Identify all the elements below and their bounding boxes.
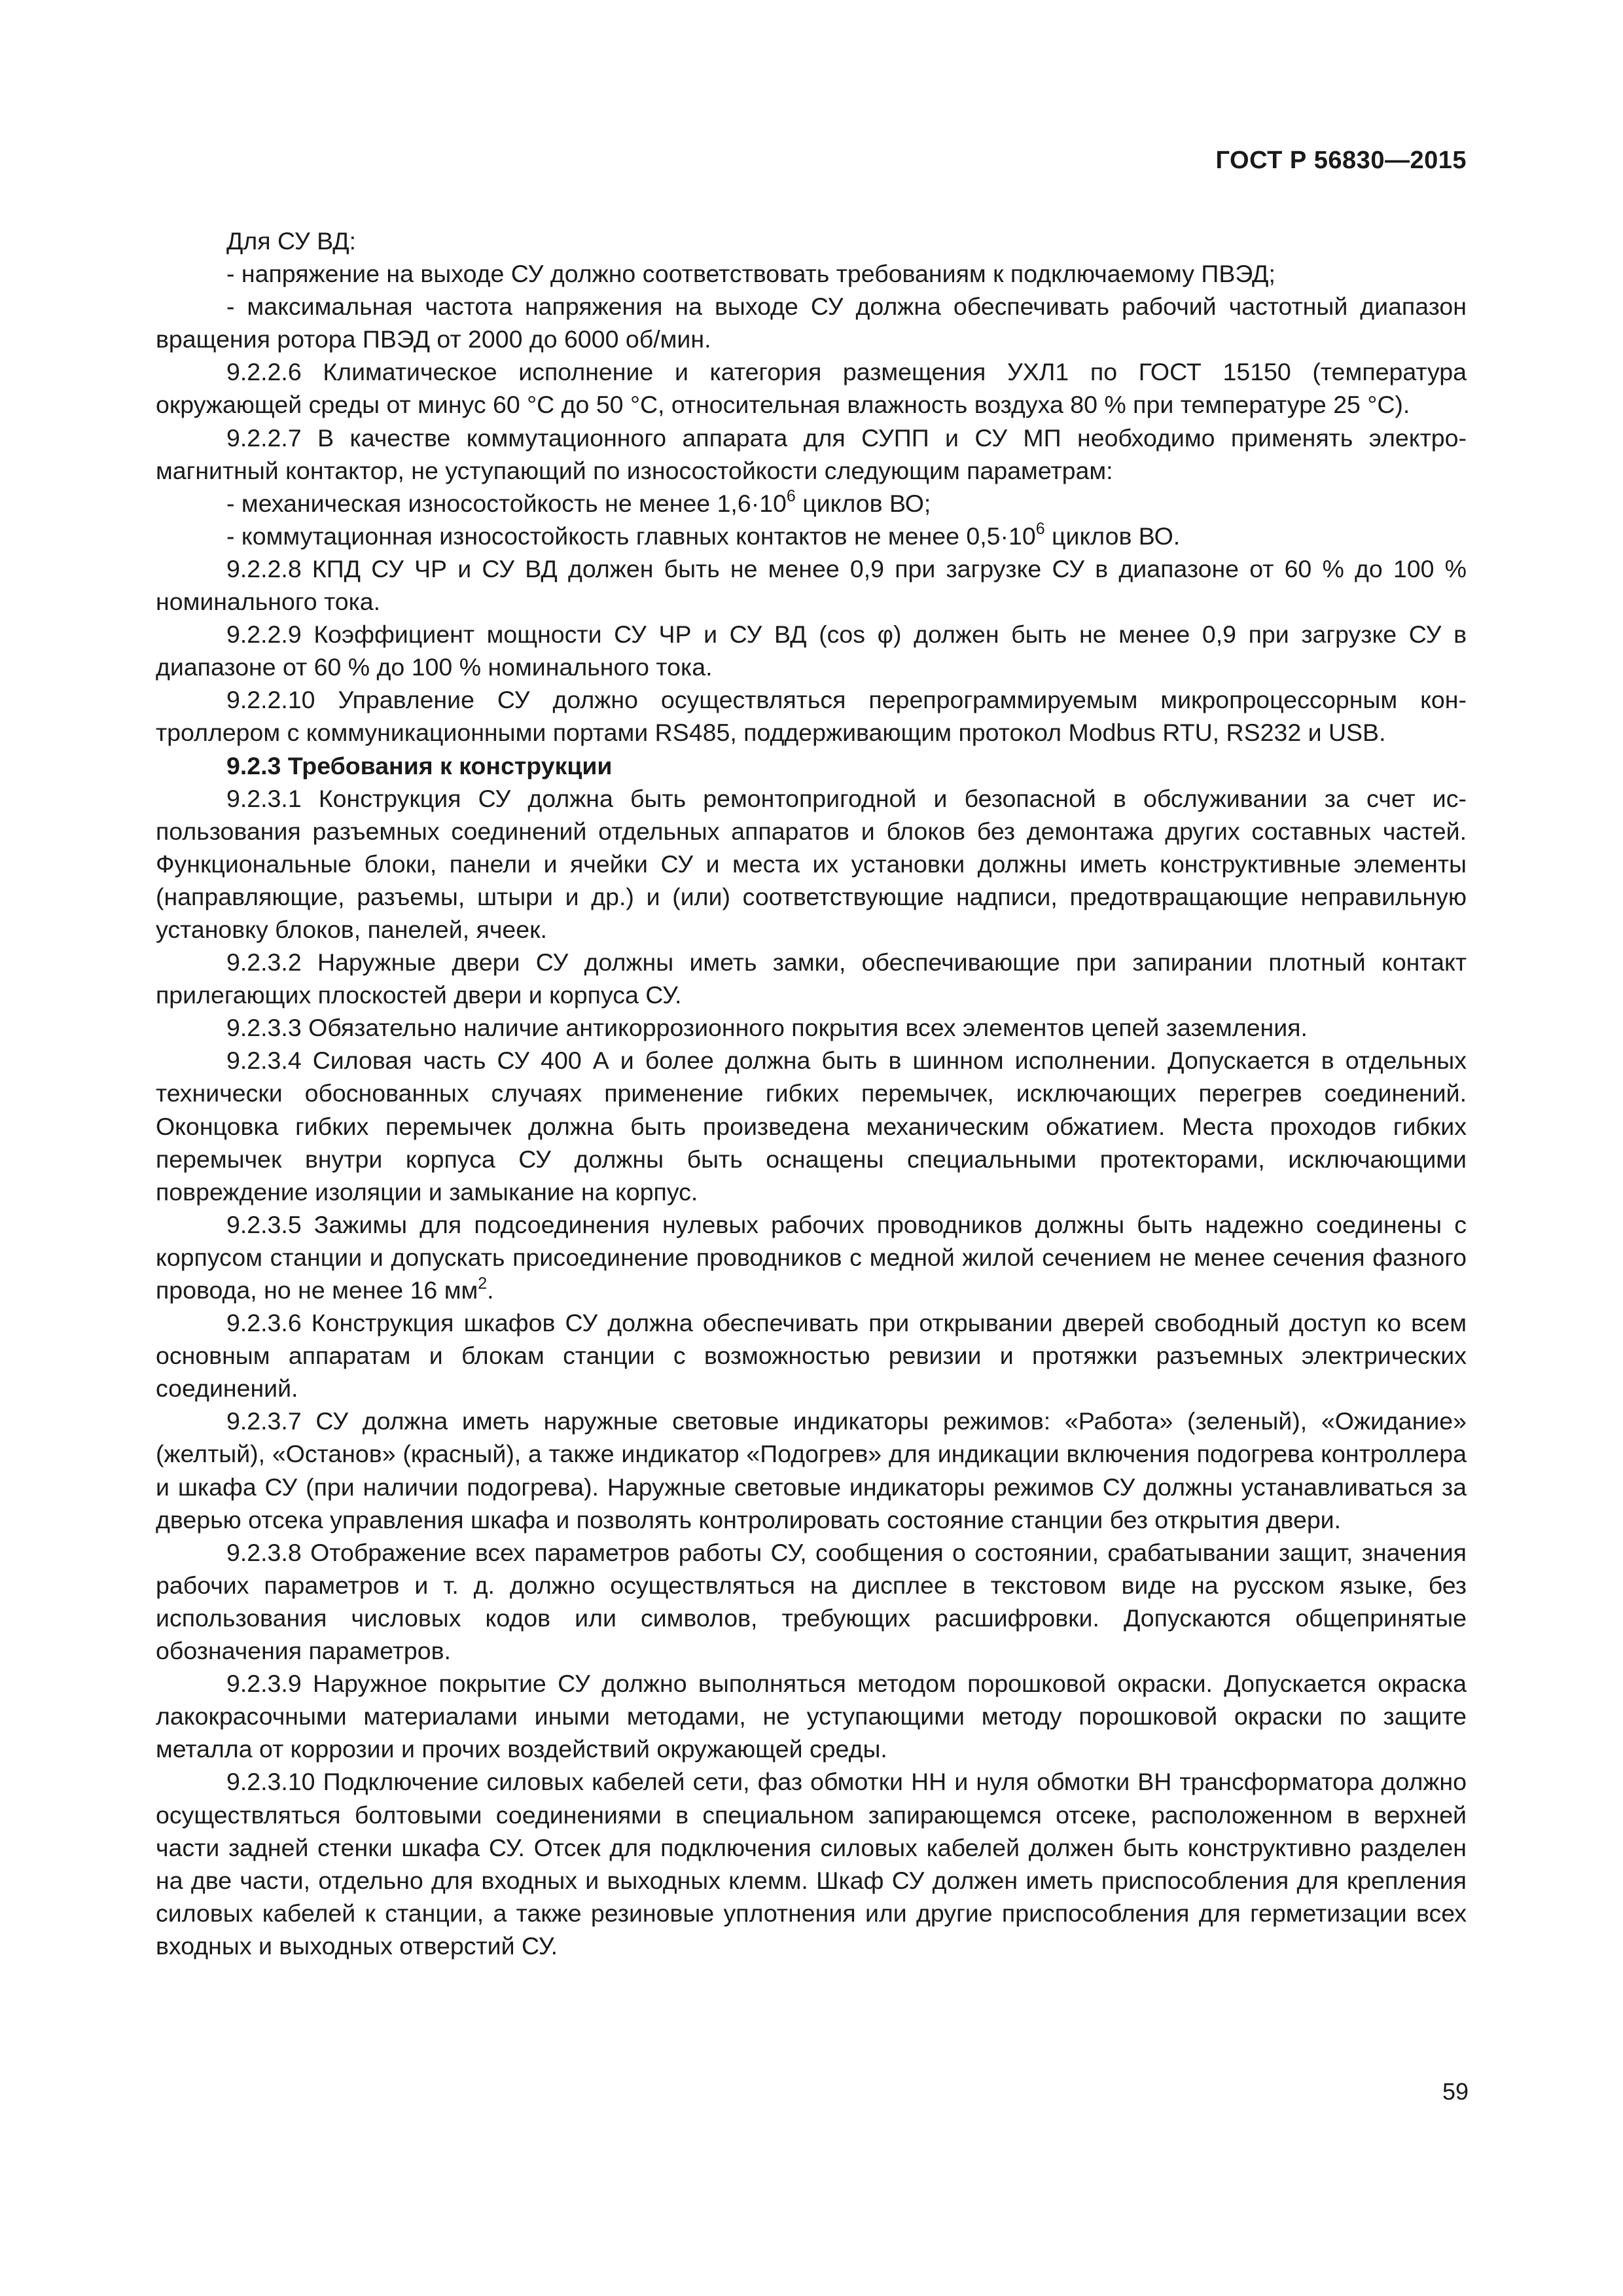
paragraph-text: 9.2.3.4 Силовая часть СУ 400 А и более должна быть в шинном исполнении. Допускается в отдельных технически обоснованных случаях применение гибких перемычек, исключающих перегрев соединений. Оконцовка гибких перемычек должна быть произведена механическим обжатием. Места проходов гибких перемычек внутри корпуса СУ должны быть оснащены специальными протекторами, исключающими повреждение изоляции и замыкание на корпус. bbox=[156, 1047, 1467, 1206]
paragraph-text: 9.2.3.8 Отображение всех параметров работы СУ, сообщения о состоянии, срабатывании защит, значения рабочих параметров и т. д. должно осуществляться на дисплее в текстовом виде на русском языке, без использования числовых кодов или символов, требующих расшифровки. Допускаются общепринятые обозначения параметров. bbox=[156, 1538, 1467, 1665]
document-header: ГОСТ Р 56830—2015 bbox=[1215, 147, 1467, 174]
paragraph bbox=[156, 552, 1467, 618]
paragraph-text: 9.2.2.10 Управление СУ должно осуществляться перепрограммируемым микропроцессорным контроллером с коммуникационными портами RS485, поддерживающим протокол Modbus RTU, RS232 и USB. bbox=[156, 686, 1467, 747]
paragraph-text: 9.2.3.6 Конструкция шкафов СУ должна обеспечивать при открывании дверей свободный доступ ко всем основным аппаратам и блокам станции с возможностью ревизии и протяжки разъемных электрических соединений. bbox=[156, 1309, 1467, 1403]
paragraph-text: 9.2.3.2 Наружные двери СУ должны иметь замки, обеспечивающие при запирании плотный контакт прилегающих плоскостей двери и корпуса СУ. bbox=[156, 948, 1467, 1009]
paragraph bbox=[156, 946, 1467, 1011]
paragraph bbox=[156, 1044, 1467, 1208]
paragraph-text: 9.2.3.1 Конструкция СУ должна быть ремонтопригодной и безопасной в обслуживании за счет использования разъемных соединений отдельных аппаратов и блоков без демонтажа других составных частей. Функциональные блоки, панели и ячейки СУ и места их установки должны иметь конструктивные элементы (направляющие, разъемы, штыри и др.) и (или) соответствующие надписи, предотвращающие неправильную установку блоков, панелей, ячеек. bbox=[156, 784, 1467, 943]
paragraph bbox=[156, 1765, 1467, 1962]
paragraph-text: 9.2.3.7 СУ должна иметь наружные световые индикаторы режимов: «Работа» (зеленый), «Ожидание» (желтый), «Останов» (красный), а также индикатор «Подогрев» для индикации включения подогрева контроллера и шкафа СУ (при наличии подогрева). Наружные световые индикаторы режимов СУ должны устанавливаться за дверью отсека управления шкафа и позволять контролировать состояние станции без открытия двери. bbox=[156, 1407, 1467, 1534]
paragraph-text: 9.2.3.9 Наружное покрытие СУ должно выполняться методом порошковой окраски. Допускается окраска лакокрасочными материалами иными методами, не уступающими методу порошковой окраски по защите металла от коррозии и прочих воздействий окружающей среды. bbox=[156, 1670, 1467, 1763]
paragraph-text: - коммутационная износостойкость главных контактов не менее 0,5·10 bbox=[226, 522, 1036, 550]
document-body bbox=[156, 224, 1467, 1962]
paragraph bbox=[156, 782, 1467, 946]
paragraph bbox=[156, 257, 1467, 290]
section-heading bbox=[156, 749, 1467, 782]
paragraph bbox=[156, 290, 1467, 355]
paragraph bbox=[156, 224, 1467, 257]
paragraph-text: 9.2.2.6 Климатическое исполнение и категория размещения УХЛ1 по ГОСТ 15150 (температура окружающей среды от минус 60 °С до 50 °С, относительная влажность воздуха 80 % при температуре 25 °С). bbox=[156, 358, 1467, 419]
paragraph-text: 9.2.3.5 Зажимы для подсоединения нулевых рабочих проводников должны быть надежно соединены с корпусом станции и допускать присоединение проводников с медной жилой сечением не менее сечения фазного провода, но не менее 16 мм bbox=[156, 1210, 1467, 1304]
paragraph-text: 9.2.3.10 Подключение силовых кабелей сети, фаз обмотки НН и нуля обмотки ВН трансформатора должно осуществляться болтовыми соединениями в специальном запирающемся отсеке, расположенном в верхней части задней стенки шкафа СУ. Отсек для подключения силовых кабелей должен быть конструктивно разделен на две части, отдельно для входных и выходных клемм. Шкаф СУ должен иметь приспособления для крепления силовых кабелей к станции, а также резиновые уплотнения или другие приспособления для герметизации всех входных и выходных отверстий СУ. bbox=[156, 1768, 1467, 1960]
paragraph bbox=[156, 422, 1467, 487]
superscript: 2 bbox=[478, 1274, 488, 1293]
paragraph bbox=[156, 683, 1467, 749]
paragraph-text: . bbox=[487, 1276, 494, 1304]
paragraph-text: 9.2.2.9 Коэффициент мощности СУ ЧР и СУ ВД (cos φ) должен быть не менее 0,9 при загрузке СУ в диапазоне от 60 % до 100 % номинального тока. bbox=[156, 620, 1467, 681]
paragraph-text: циклов ВО. bbox=[1044, 522, 1181, 550]
paragraph-text: - максимальная частота напряжения на выходе СУ должна обеспечивать рабочий частотный диапазон вращения ротора ПВЭД от 2000 до 6000 об/мин. bbox=[156, 293, 1467, 353]
paragraph bbox=[156, 355, 1467, 421]
paragraph-text: - напряжение на выходе СУ должно соответствовать требованиям к подключаемому ПВЭД; bbox=[226, 260, 1275, 288]
paragraph-text: циклов ВО; bbox=[795, 489, 931, 517]
paragraph-text: 9.2.3.3 Обязательно наличие антикоррозионного покрытия всех элементов цепей заземления. bbox=[226, 1014, 1308, 1042]
paragraph-text: - механическая износостойкость не менее 1,6·10 bbox=[226, 489, 787, 517]
paragraph bbox=[156, 1011, 1467, 1044]
paragraph-text: Для СУ ВД: bbox=[226, 227, 357, 255]
paragraph bbox=[156, 1405, 1467, 1535]
paragraph-text: 9.2.2.7 В качестве коммутационного аппарата для СУПП и СУ МП необходимо применять электромагнитный контактор, не уступающий по износостойкости следующим параметрам: bbox=[156, 423, 1467, 484]
paragraph-text: 9.2.2.8 КПД СУ ЧР и СУ ВД должен быть не менее 0,9 при загрузке СУ в диапазоне от 60 % до 100 % номинального тока. bbox=[156, 554, 1467, 616]
paragraph bbox=[156, 1536, 1467, 1667]
paragraph bbox=[156, 520, 1467, 552]
paragraph bbox=[156, 1667, 1467, 1765]
page-number: 59 bbox=[1442, 2078, 1469, 2105]
paragraph bbox=[156, 1208, 1467, 1306]
paragraph-text: 9.2.3 Требования к конструкции bbox=[226, 751, 613, 780]
paragraph bbox=[156, 487, 1467, 520]
paragraph bbox=[156, 1306, 1467, 1405]
superscript: 6 bbox=[786, 487, 796, 506]
paragraph bbox=[156, 618, 1467, 683]
superscript: 6 bbox=[1035, 520, 1045, 539]
